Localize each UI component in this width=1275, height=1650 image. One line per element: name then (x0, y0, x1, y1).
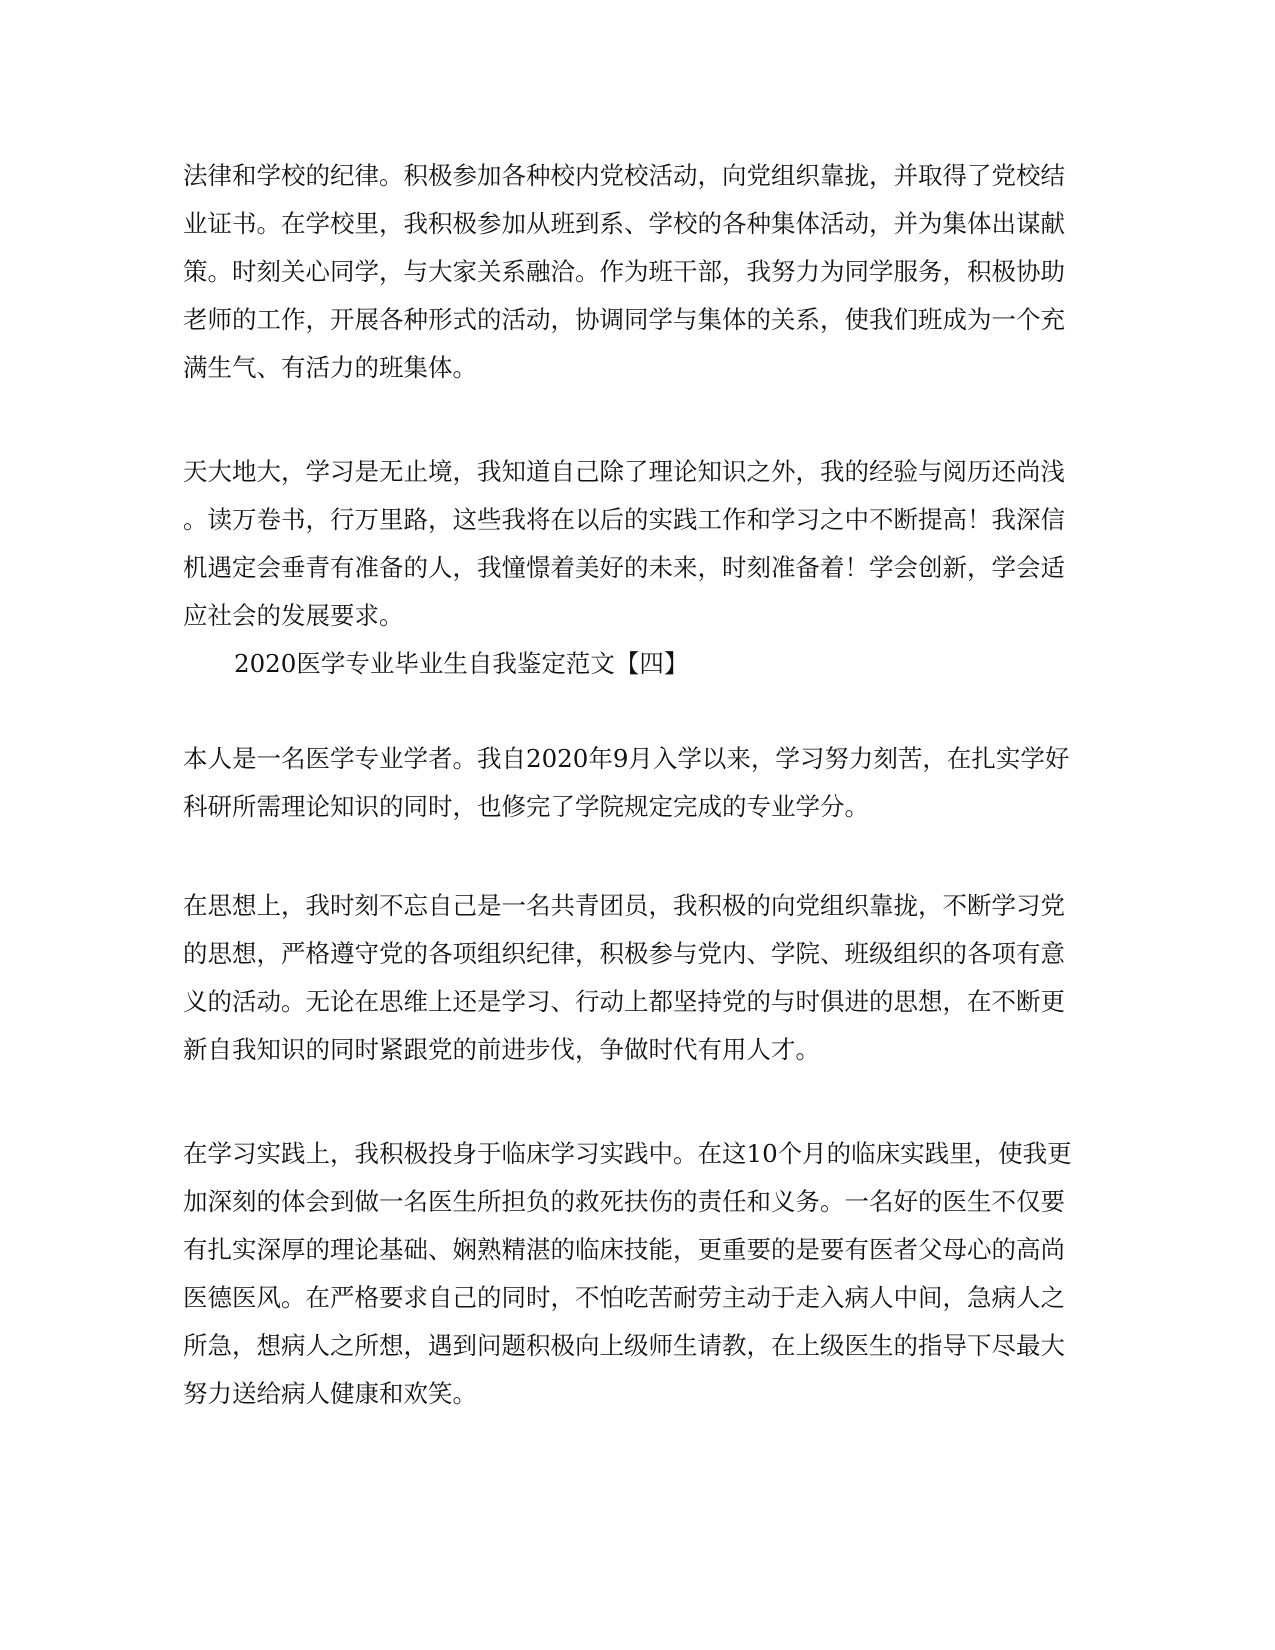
text-line: 医德医风。在严格要求自己的同时，不怕吃苦耐劳主动于走入病人中间，急病人之 (183, 1283, 1065, 1312)
text-line: 所急，想病人之所想，遇到问题积极向上级师生请教，在上级医生的指导下尽最大 (183, 1331, 1065, 1360)
text-line: 法律和学校的纪律。积极参加各种校内党校活动，向党组织靠拢，并取得了党校结 (183, 161, 1065, 190)
paragraph-learning (183, 448, 1083, 640)
heading-text: 2020医学专业毕业生自我鉴定范文【四】 (234, 649, 689, 678)
text-line: 在学习实践上，我积极投身于临床学习实践中。在这10个月的临床实践里，使我更 (183, 1139, 1072, 1168)
text-line: 本人是一名医学专业学者。我自2020年9月入学以来，学习努力刻苦，在扎实学好 (183, 744, 1070, 773)
text-line: 科研所需理论知识的同时，也修完了学院规定完成的专业学分。 (183, 792, 869, 821)
text-line: 在思想上，我时刻不忘自己是一名共青团员，我积极的向党组织靠拢，不断学习党 (183, 891, 1065, 920)
paragraph-ideology (183, 882, 1083, 1074)
text-line: 。读万卷书，行万里路，这些我将在以后的实践工作和学习之中不断提高！我深信 (183, 505, 1065, 534)
text-line: 努力送给病人健康和欢笑。 (183, 1379, 477, 1408)
paragraph-practice (183, 1130, 1083, 1418)
paragraph-introduction (183, 735, 1083, 831)
text-line: 新自我知识的同时紧跟党的前进步伐，争做时代有用人才。 (183, 1035, 820, 1064)
text-line: 应社会的发展要求。 (183, 601, 404, 630)
text-line: 义的活动。无论在思维上还是学习、行动上都坚持党的与时俱进的思想，在不断更 (183, 987, 1065, 1016)
text-line: 机遇定会垂青有准备的人，我憧憬着美好的未来，时刻准备着！学会创新，学会适 (183, 553, 1065, 582)
text-line: 加深刻的体会到做一名医生所担负的救死扶伤的责任和义务。一名好的医生不仅要 (183, 1187, 1065, 1216)
text-line: 有扎实深厚的理论基础、娴熟精湛的临床技能，更重要的是要有医者父母心的高尚 (183, 1235, 1065, 1264)
text-line: 业证书。在学校里，我积极参加从班到系、学校的各种集体活动，并为集体出谋献 (183, 209, 1065, 238)
text-line: 的思想，严格遵守党的各项组织纪律，积极参与党内、学院、班级组织的各项有意 (183, 939, 1065, 968)
paragraph-discipline (183, 152, 1083, 392)
text-line: 策。时刻关心同学，与大家关系融洽。作为班干部，我努力为同学服务，积极协助 (183, 257, 1065, 286)
text-line: 天大地大，学习是无止境，我知道自己除了理论知识之外，我的经验与阅历还尚浅 (183, 457, 1065, 486)
text-line: 满生气、有活力的班集体。 (183, 353, 477, 382)
section-heading (234, 640, 1134, 688)
text-line: 老师的工作，开展各种形式的活动，协调同学与集体的关系，使我们班成为一个充 (183, 305, 1065, 334)
